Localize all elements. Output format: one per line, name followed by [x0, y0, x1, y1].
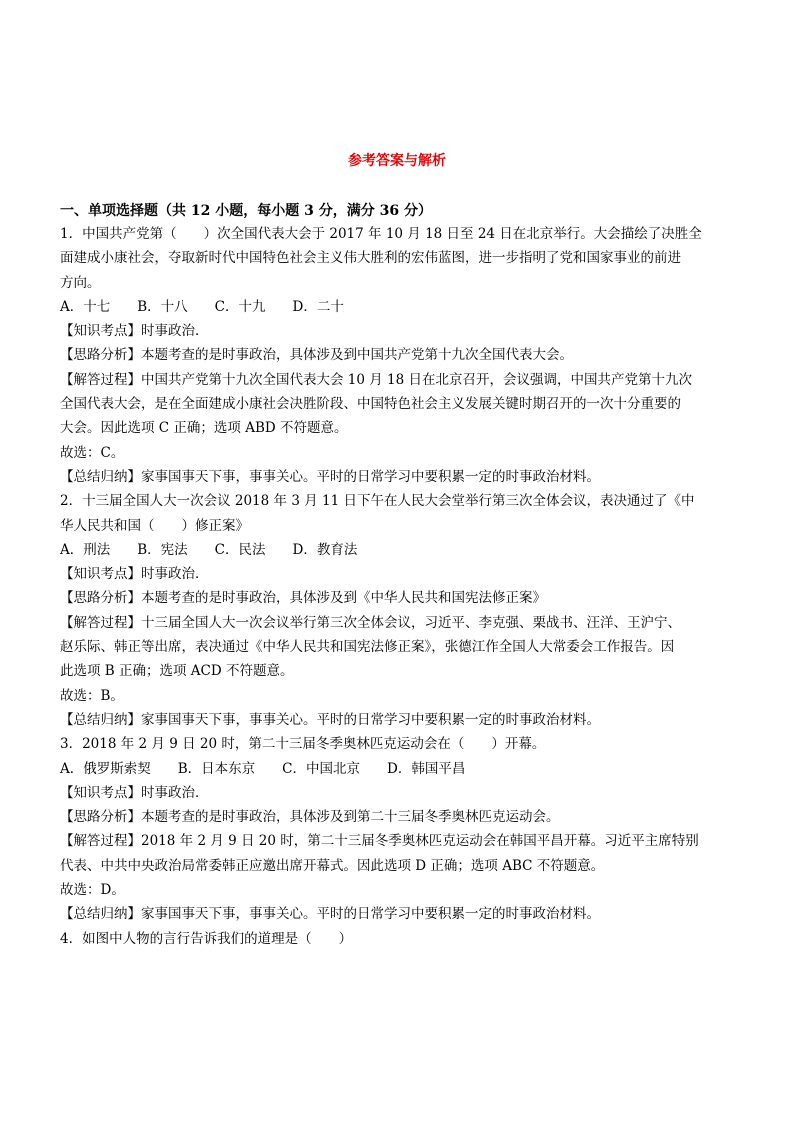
text-line: 3．2018 年 2 月 9 日 20 时，第二十三届冬季奥林匹克运动会在（ ）开幕。: [60, 736, 546, 753]
text-line: 华人民共和国（ ）修正案》: [60, 517, 249, 534]
text-line: 故选：C。: [60, 444, 125, 461]
text-line: 故选：B。: [60, 687, 124, 704]
text-line: 【思路分析】本题考查的是时事政治，具体涉及到第二十三届冬季奥林匹克运动会。: [60, 809, 560, 826]
options-line: A．刑法 B．宪法 C．民法 D．教育法: [60, 541, 358, 558]
text-line: 【解答过程】中国共产党第十九次全国代表大会 10 月 18 日在北京召开，会议强调，中国共产党第十九次: [60, 371, 693, 388]
text-line: 4．如图中人物的言行告诉我们的道理是（ ）: [60, 930, 353, 947]
text-line: 1．中国共产党第（ ）次全国代表大会于 2017 年 10 月 18 日至 24 日在北京举行。大会描绘了决胜全: [60, 226, 702, 242]
text-line: 【总结归纳】家事国事天下事，事事关心。平时的日常学习中要积累一定的时事政治材料。: [60, 711, 600, 728]
text-line: 【总结归纳】家事国事天下事，事事关心。平时的日常学习中要积累一定的时事政治材料。: [60, 468, 600, 485]
text-line: 【知识考点】时事政治．: [60, 323, 209, 340]
page-title: 参考答案与解析: [348, 153, 446, 169]
section-heading: 一、单项选择题（共 12 小题，每小题 3 分，满分 36 分）: [60, 203, 432, 219]
options-line: A．十七 B．十八 C．十九 D．二十: [60, 298, 344, 315]
text-line: 【解答过程】2018 年 2 月 9 日 20 时，第二十三届冬季奥林匹克运动会在韩国平昌开幕。习近平主席特别: [60, 833, 699, 850]
text-line: 代表、中共中央政治局常委韩正应邀出席开幕式。因此选项 D 正确；选项 ABC 不符题意。: [60, 857, 605, 874]
text-line: 方向。: [60, 274, 101, 291]
answer-body: [60, 222, 734, 951]
text-line: 【思路分析】本题考查的是时事政治，具体涉及到中国共产党第十九次全国代表大会。: [60, 347, 573, 364]
text-line: 【知识考点】时事政治．: [60, 784, 209, 801]
text-line: 此选项 B 正确；选项 ACD 不符题意。: [60, 663, 294, 680]
options-line: A．俄罗斯索契 B．日本东京 C．中国北京 D．韩国平昌: [60, 760, 466, 777]
text-line: 大会。因此选项 C 正确；选项 ABD 不符题意。: [60, 420, 348, 437]
text-line: 【解答过程】十三届全国人大一次会议举行第三次全体会议，习近平、李克强、栗战书、汪洋、王沪宁、: [60, 614, 681, 631]
text-line: 【思路分析】本题考查的是时事政治，具体涉及到《中华人民共和国宪法修正案》: [60, 590, 546, 607]
text-line: 赵乐际、韩正等出席，表决通过《中华人民共和国宪法修正案》，张德江作全国人大常委会工作报告。因: [60, 639, 675, 656]
text-line: 【知识考点】时事政治．: [60, 566, 209, 583]
text-line: 面建成小康社会，夺取新时代中国特色社会主义伟大胜利的宏伟蓝图，进一步指明了党和国家事业的前进: [60, 250, 681, 267]
text-line: 【总结归纳】家事国事天下事，事事关心。平时的日常学习中要积累一定的时事政治材料。: [60, 906, 600, 923]
text-line: 2．十三届全国人大一次会议 2018 年 3 月 11 日下午在人民大会堂举行第三次全体会议，表决通过了《中: [60, 493, 695, 510]
text-line: 故选：D。: [60, 882, 125, 899]
text-line: 全国代表大会，是在全面建成小康社会决胜阶段、中国特色社会主义发展关键时期召开的一次十分重要的: [60, 396, 681, 413]
